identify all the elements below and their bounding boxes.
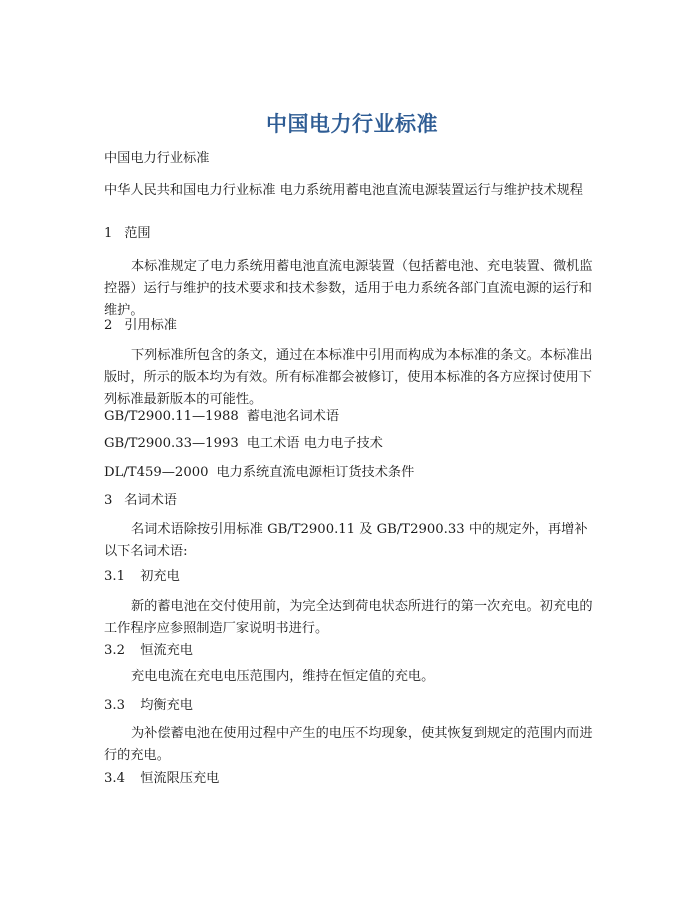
reference-code: GB/T2900.33—1993 xyxy=(104,436,239,451)
document-title: 中国电力行业标准 xyxy=(266,112,438,136)
subsection-heading-text: 恒流充电 xyxy=(140,643,193,658)
section-number: 1 xyxy=(104,226,113,241)
subsection-3-3-body: 为补偿蓄电池在使用过程中产生的电压不均现象，使其恢复到规定的范围内而进行的充电。 xyxy=(104,726,593,763)
section-2-body: 下列标准所包含的条文，通过在本标准中引用而构成为本标准的条文。本标准出版时，所示的版本均为有效。所有标准都会被修订，使用本标准的各方应探讨使用下列标准最新版本的可能性。 xyxy=(104,348,593,407)
reference-name: 蓄电池名词术语 xyxy=(246,409,340,424)
subsection-number: 3.4 xyxy=(104,771,125,786)
subsection-number: 3.1 xyxy=(104,569,125,584)
subsection-3-2-heading xyxy=(104,640,600,662)
section-2-heading xyxy=(104,315,600,337)
document-subtitle: 中国电力行业标准 xyxy=(104,151,210,166)
section-3-heading xyxy=(104,490,600,512)
subsection-3-3-heading xyxy=(104,695,600,717)
reference-item xyxy=(104,462,600,484)
reference-item xyxy=(104,406,600,428)
document-full-name: 中华人民共和国电力行业标准 电力系统用蓄电池直流电源装置运行与维护技术规程 xyxy=(104,183,583,198)
subsection-3-4-heading xyxy=(104,768,600,790)
section-heading-text: 引用标准 xyxy=(124,318,177,333)
subsection-number: 3.3 xyxy=(104,698,125,713)
section-3-body: 名词术语除按引用标准 GB/T2900.11 及 GB/T2900.33 中的规定外，再增补以下名词术语: xyxy=(104,522,588,559)
subsection-heading-text: 初充电 xyxy=(140,569,180,584)
document-page xyxy=(104,0,600,905)
section-1-body: 本标准规定了电力系统用蓄电池直流电源装置（包括蓄电池、充电装置、微机监控器）运行与维护的技术要求和技术参数，适用于电力系统各部门直流电源的运行和维护。 xyxy=(104,259,593,318)
section-heading-text: 范围 xyxy=(124,226,151,241)
subsection-number: 3.2 xyxy=(104,643,125,658)
subsection-3-1-heading xyxy=(104,566,600,588)
reference-code: DL/T459—2000 xyxy=(104,465,209,480)
subsection-3-1-body: 新的蓄电池在交付使用前，为完全达到荷电状态所进行的第一次充电。初充电的工作程序应参照制造厂家说明书进行。 xyxy=(104,599,593,636)
reference-name: 电工术语 电力电子技术 xyxy=(246,436,383,451)
section-heading-text: 名词术语 xyxy=(124,493,177,508)
section-number: 3 xyxy=(104,493,113,508)
reference-item xyxy=(104,433,600,455)
section-1-heading xyxy=(104,223,600,245)
section-number: 2 xyxy=(104,318,113,333)
subsection-heading-text: 恒流限压充电 xyxy=(140,771,220,786)
subsection-heading-text: 均衡充电 xyxy=(140,698,193,713)
reference-code: GB/T2900.11—1988 xyxy=(104,409,239,424)
reference-name: 电力系统直流电源柜订货技术条件 xyxy=(216,465,415,480)
subsection-3-2-body: 充电电流在充电电压范围内，维持在恒定值的充电。 xyxy=(131,669,435,684)
